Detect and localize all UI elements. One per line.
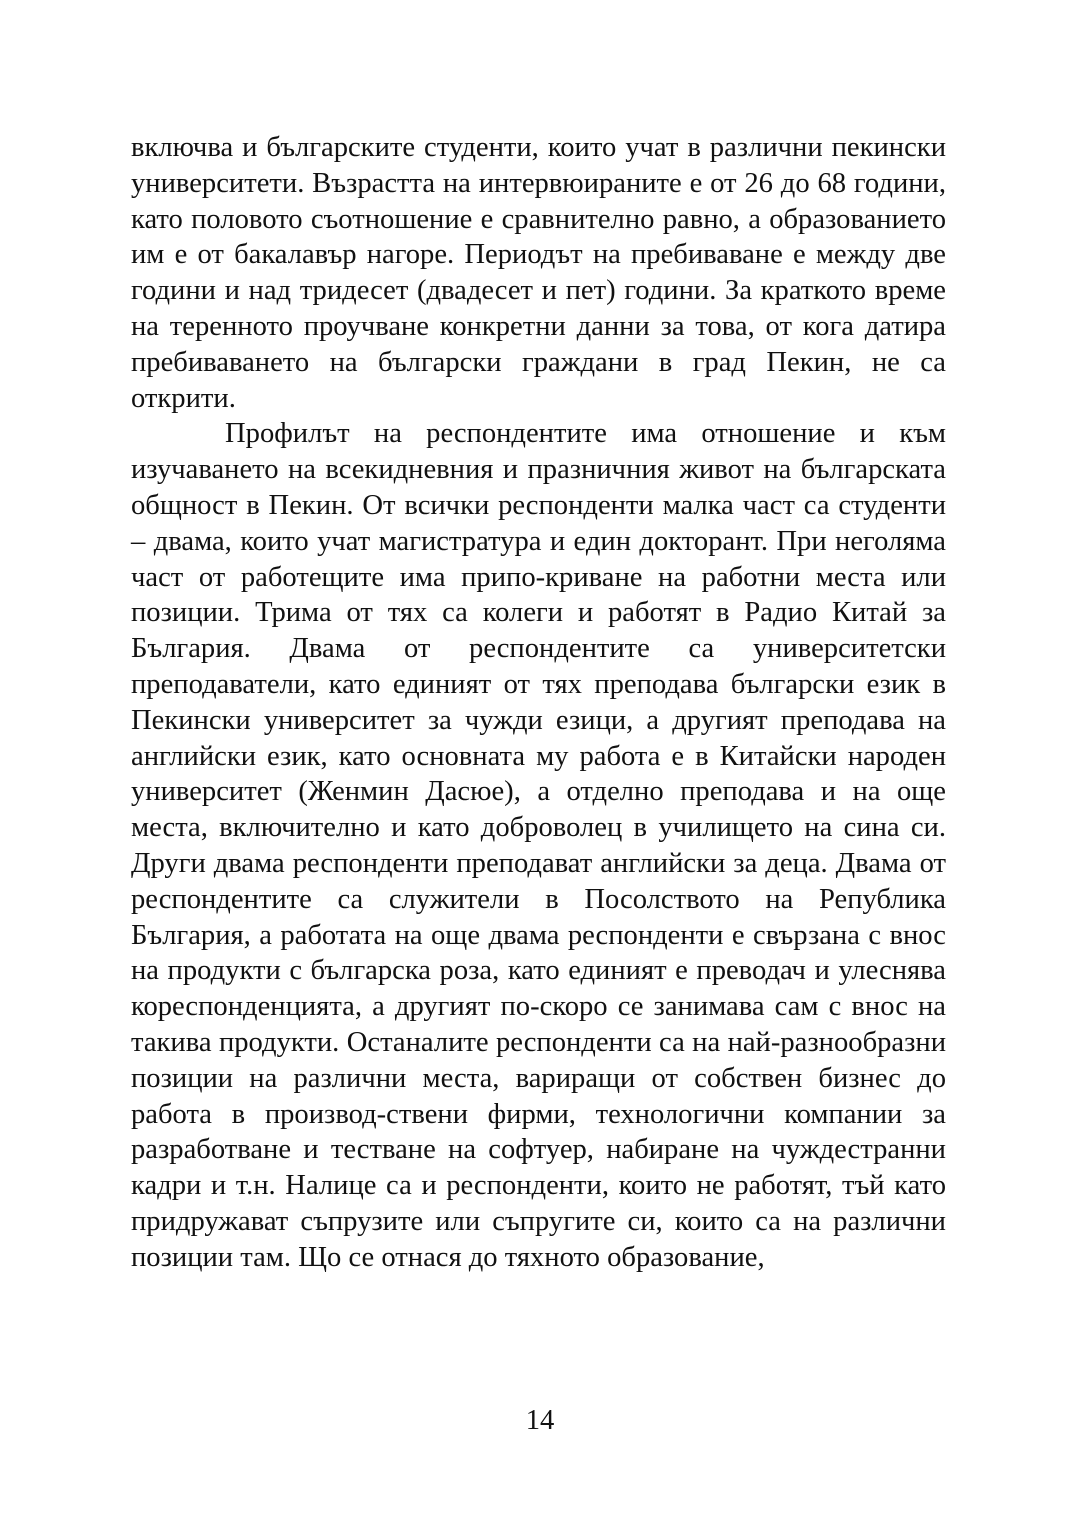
- body-text: [131, 130, 946, 1276]
- paragraph-respondent-profile: Профилът на респондентите има отношение и към изучаването на всекидневния и празничния живот на българската общност в Пекин. От всички респонденти малка част са студенти – двама, които учат магистратура и един докторант. При неголяма част от работещите има припо-криване на работни места или позиции. Трима от тях са колеги и работят в Радио Китай за България. Двама от респондентите са университетски преподаватели, като единият от тях преподава български език в Пекински университет за чужди езици, а другият преподава на английски език, като основната му работа е в Китайски народен университет (Женмин Дасюе), а отделно преподава и на още места, включително и като доброволец в училището на сина си. Други двама респонденти преподават английски за деца. Двама от респондентите са служители в Посолството на Република България, а работата на още двама респонденти е свързана с внос на продукти с българска роза, като единият е преводач и улеснява кореспонденцията, а другият по-скоро се занимава сам с внос на такива продукти. Останалите респонденти са на най-разнообразни позиции на различни места, вариращи от собствен бизнес до работа в производ-ствени фирми, технологични компании за разработване и тестване на софтуер, набиране на чуждестранни кадри и т.н. Налице са и респонденти, които не работят, тъй като придружават съпрузите или съпругите си, които са на различни позиции там. Що се отнася до тяхното образование,: [131, 418, 946, 1273]
- page-number: 14: [525, 1405, 555, 1436]
- paragraph-continuation: включва и българските студенти, които учат в различни пекински университети. Възрастта на интервюираните е от 26 до 68 години, като половото съотношение е сравнително равно, а образованието им е от бакалавър нагоре. Периодът на пребиваване е между две години и над тридесет (двадесет и пет) години. За краткото време на теренното проучване конкретни данни за това, от кога датира пребиваването на български граждани в град Пекин, не са открити.: [131, 132, 946, 414]
